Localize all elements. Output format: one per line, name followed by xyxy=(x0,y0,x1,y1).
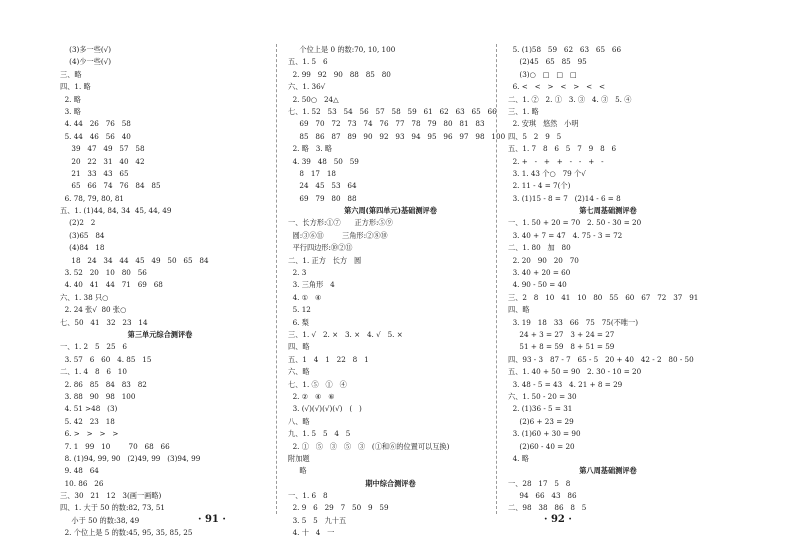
answer-line: 四、略 xyxy=(288,342,310,352)
answer-line: 一、1. 6 8 xyxy=(288,491,328,501)
answer-line: 2. 86 85 84 83 82 xyxy=(60,379,147,389)
answer-line: 85 86 87 89 90 92 93 94 95 96 97 98 100 xyxy=(288,131,506,141)
answer-line: 2. (1)36 - 5 = 31 xyxy=(508,404,573,414)
answer-line: 3. 52 20 10 80 56 xyxy=(60,268,147,278)
answer-line: 65 66 74 76 84 85 xyxy=(60,181,161,191)
answer-line: (2)2 2 xyxy=(60,218,96,228)
answer-line: 三、1. 略 xyxy=(508,106,539,116)
answer-line: 附加题 xyxy=(288,453,310,463)
answer-line: 四、1. 大于 50 的数:82, 73, 51 xyxy=(60,503,165,513)
answer-line: 5. 12 xyxy=(288,305,311,315)
answer-line: 4. 十 4 一 xyxy=(288,528,335,538)
answer-line: (3)65 84 xyxy=(60,230,105,240)
answer-line: 六、略 xyxy=(288,367,310,377)
answer-line: 六、1. 50 - 20 = 30 xyxy=(508,391,577,401)
answer-line: 4. 39 48 50 59 xyxy=(288,156,359,166)
answer-line: 2. ① ⑤ ③ ⑤ ③ (①和⑥的位置可以互换) xyxy=(288,441,450,451)
answer-line: 2. 24 张√ 80 张○ xyxy=(60,305,127,315)
answer-line: 6. < < > < > < < xyxy=(508,82,605,92)
answer-line: (3)多一些(√) xyxy=(60,45,112,54)
answer-line: 3. 40 + 20 = 60 xyxy=(508,268,571,278)
answer-line: 2. 9 6 29 7 50 9 59 xyxy=(288,503,389,513)
answer-line: 69 70 72 73 74 76 77 78 79 80 81 83 xyxy=(288,119,485,129)
answer-line: 八、略 xyxy=(288,416,310,426)
answer-line: 一、1. 2 5 25 6 xyxy=(60,342,127,352)
answer-line: 五、1. 5 6 xyxy=(288,57,328,67)
answer-line: 2. 略 3. 略 xyxy=(288,144,333,154)
answer-line: 2. 11 - 4 = 7(个) xyxy=(508,181,571,191)
answer-line: 七、1. ⑤ ① ④ xyxy=(288,379,347,389)
answer-line: 四、1. 略 xyxy=(60,82,91,92)
answer-line: 一、1. 50 + 20 = 70 2. 50 - 30 = 20 xyxy=(508,218,642,228)
answer-line: 18 24 34 44 45 49 50 65 84 xyxy=(60,255,209,265)
answer-line: 七、50 41 32 23 14 xyxy=(60,317,148,327)
answer-line: 3. (1)60 + 30 = 90 xyxy=(508,429,581,439)
answer-line: 3. 三角形 4 xyxy=(288,280,335,290)
answer-line: 3. (1)15 - 8 = 7 (2)14 - 6 = 8 xyxy=(508,193,621,203)
answer-line: 五、1 4 1 22 8 1 xyxy=(288,354,369,364)
section-heading: 第三单元综合测评卷 xyxy=(127,329,193,339)
answer-line: (4)84 18 xyxy=(60,243,105,253)
answer-line: 4. ① ④ xyxy=(288,292,322,302)
answer-line: 3. 略 xyxy=(60,106,81,116)
answer-line: 2. 3 xyxy=(288,268,307,278)
column-divider xyxy=(496,44,497,514)
answer-line: 小于 50 的数:38, 49 xyxy=(60,515,140,525)
answer-line: (3)○ □ □ □ xyxy=(508,69,577,79)
answer-line: 六、1. 38 只○ xyxy=(60,292,109,302)
answer-line: 5. (1)58 59 62 63 65 66 xyxy=(508,45,622,54)
page-number-left: · 91 · xyxy=(198,514,226,525)
answer-line: 20 22 31 40 42 xyxy=(60,156,145,166)
answer-line: 7. 1 99 10 70 68 66 xyxy=(60,441,170,451)
answer-line: (2)60 - 40 = 20 xyxy=(508,441,575,451)
answer-line: 2. 个位上是 5 的数:45, 95, 35, 85, 25 xyxy=(60,528,193,538)
answer-line: 3. 19 18 33 66 75 75(不唯一) xyxy=(508,317,639,327)
section-heading: 期中综合测评卷 xyxy=(365,478,416,488)
answer-line: 3. 1. 43 个○ 79 个√ xyxy=(508,168,586,178)
answer-line: (2)6 + 23 = 29 xyxy=(508,416,574,426)
answer-line: 3. (√)(√)(√)(√) ( ) xyxy=(288,404,362,414)
answer-line: 4. 51 >48 (3) xyxy=(60,404,118,414)
answer-line: 一、28 17 5 8 xyxy=(508,478,571,488)
answer-line: 三、30 21 12 3(画一画略) xyxy=(60,491,162,501)
answer-line: 3. 40 + 7 = 47 4. 75 - 3 = 72 xyxy=(508,230,623,240)
answer-line: 5. 44 46 56 40 xyxy=(60,131,131,141)
answer-line: 2. 略 xyxy=(60,94,81,104)
answer-line: 二、1. 4 8 6 10 xyxy=(60,367,127,377)
answer-line: 5. 42 23 18 xyxy=(60,416,115,426)
answer-line: 六、1. 36√ xyxy=(288,82,326,92)
answer-line: 4. 90 - 50 = 40 xyxy=(508,280,567,290)
answer-line: 二、98 38 86 8 5 xyxy=(508,503,587,513)
answer-line: 8 17 18 xyxy=(288,168,336,178)
answer-line: 9. 48 64 xyxy=(60,466,99,476)
answer-line: 五、1. 7 8 6 5 7 9 8 6 xyxy=(508,144,617,154)
answer-line: 2. ② ④ ⑥ xyxy=(288,391,335,401)
page-number-right: · 92 · xyxy=(544,514,572,525)
answer-line: 4. 略 xyxy=(508,453,529,463)
answer-line: 四、5 2 9 5 xyxy=(508,131,562,141)
answer-line: 2. + - + + - - + - xyxy=(508,156,604,166)
answer-line: 3. 88 90 98 100 xyxy=(60,391,136,401)
answer-line: 2. 安琪 悠然 小明 xyxy=(508,119,579,129)
answer-line: 略 xyxy=(288,466,307,476)
column-divider xyxy=(276,44,277,514)
answer-line: 五、1. 40 + 50 = 90 2. 30 - 10 = 20 xyxy=(508,367,642,377)
answer-line: 51 + 8 = 59 8 + 51 = 59 xyxy=(508,342,615,352)
answer-line: 6. 梨 xyxy=(288,317,309,327)
answer-line: (4)少一些(√) xyxy=(60,57,112,67)
answer-line: 24 + 3 = 27 3 + 24 = 27 xyxy=(508,329,615,339)
answer-line: 三、1. √ 2. × 3. × 4. √ 5. × xyxy=(288,329,403,339)
answer-line: 四、略 xyxy=(508,305,530,315)
answer-line: 二、1. 80 加 80 xyxy=(508,243,571,253)
section-heading: 第八周基础测评卷 xyxy=(579,466,637,476)
answer-line: 四、93 - 3 87 - 7 65 - 5 20 + 40 42 - 2 80 - 50 xyxy=(508,354,694,364)
answer-line: 6. 78, 79, 80, 81 xyxy=(60,193,125,203)
answer-line: 平行四边形:⑩②⑪ xyxy=(288,243,353,253)
answer-line: 6. > > > > xyxy=(60,429,119,439)
answer-line: 8. (1)94, 99, 90 (2)49, 99 (3)94, 99 xyxy=(60,453,201,463)
answer-line: 三、2 8 10 41 10 80 55 60 67 72 37 91 xyxy=(508,292,699,302)
answer-line: 69 79 80 88 xyxy=(288,193,357,203)
section-heading: 第七周基础测评卷 xyxy=(579,206,637,216)
answer-line: 24 45 53 64 xyxy=(288,181,357,191)
answer-line: 二、1. 正方 长方 圆 xyxy=(288,255,362,265)
answer-column-1 xyxy=(60,44,260,540)
answer-line: 2. 50○ 24△ xyxy=(288,94,339,104)
answer-line: 4. 40 41 44 71 69 68 xyxy=(60,280,163,290)
answer-line: 3. 48 - 5 = 43 4. 21 + 8 = 29 xyxy=(508,379,623,389)
answer-line: 九、1. 5 5 4 5 xyxy=(288,429,351,439)
answer-line: 七、1. 52 53 54 56 57 58 59 61 62 63 65 66 xyxy=(288,106,497,116)
answer-line: 五、1. (1)44, 84, 34 45, 44, 49 xyxy=(60,206,172,216)
answer-line: 3. 57 6 60 4. 85 15 xyxy=(60,354,152,364)
answer-line: 2. 99 92 90 88 85 80 xyxy=(288,69,391,79)
answer-line: 个位上是 0 的数:70, 10, 100 xyxy=(288,45,396,54)
answer-line: 圆:③⑥⑪ 三角形:②⑧⑩ xyxy=(288,230,388,240)
section-heading: 第六周(第四单元)基础测评卷 xyxy=(344,206,437,216)
answer-line: (2)45 65 85 95 xyxy=(508,57,587,67)
answer-line: 三、略 xyxy=(60,69,82,79)
answer-line: 4. 44 26 76 58 xyxy=(60,119,131,129)
answer-column-3 xyxy=(508,44,708,515)
answer-line: 21 33 43 65 xyxy=(60,168,129,178)
answer-line: 39 47 49 57 58 xyxy=(60,144,145,154)
answer-line: 94 66 43 86 xyxy=(508,491,577,501)
answer-line: 10. 86 26 xyxy=(60,478,104,488)
answer-column-2 xyxy=(288,44,506,540)
answer-line: 一、长方形:①⑦ 正方形:⑤⑨ xyxy=(288,218,393,228)
answer-line: 2. 20 90 20 70 xyxy=(508,255,579,265)
answer-line: 3. 5 5 九十五 xyxy=(288,515,347,525)
answer-line: 二、1. ② 2. ① 3. ③ 4. ③ 5. ④ xyxy=(508,94,632,104)
